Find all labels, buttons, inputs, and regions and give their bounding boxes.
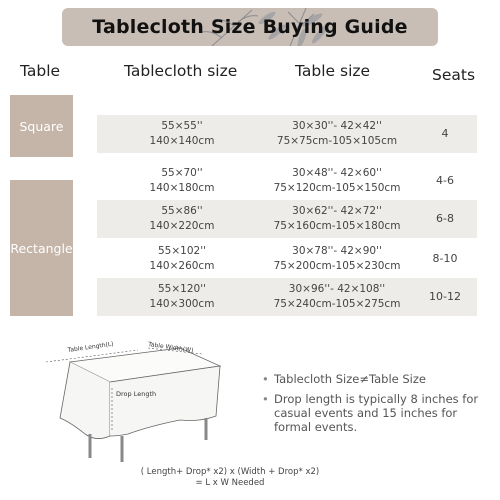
table-size-cm: 75×160cm-105×180cm — [273, 220, 401, 232]
tablecloth-size-cm: 140×260cm — [149, 260, 215, 272]
size-row — [97, 278, 477, 316]
seats-cell: 6-8 — [436, 212, 454, 225]
page-title: Tablecloth Size Buying Guide — [92, 16, 408, 38]
size-row — [97, 162, 477, 200]
size-formula — [130, 467, 330, 489]
table-length-label: Table Length(L) — [67, 340, 114, 354]
table-size-cell — [262, 166, 412, 196]
tablecloth-size-inches: 55×86'' — [161, 205, 203, 217]
tablecloth-size-cm: 140×140cm — [149, 135, 215, 147]
tablecloth-size-cell — [127, 166, 237, 196]
table-width-label: Table Width(W) — [147, 341, 194, 355]
tablecloth-size-inches: 55×102'' — [158, 245, 206, 257]
tablecloth-size-cm: 140×220cm — [149, 220, 215, 232]
tablecloth-size-cell — [127, 244, 237, 274]
table-size-cell — [262, 282, 412, 312]
formula-line-1: ( Length+ Drop* x2) x (Width + Drop* x2) — [140, 467, 320, 477]
seats-cell: 4-6 — [436, 174, 454, 187]
tablecloth-size-cell — [127, 282, 237, 312]
header-tablecloth-size: Tablecloth size — [124, 62, 238, 80]
table-size-cm: 75×75cm-105×105cm — [276, 135, 398, 147]
tablecloth-size-cell — [127, 204, 237, 234]
notes-list — [262, 372, 482, 440]
table-illustration — [60, 348, 220, 462]
table-size-cm: 75×200cm-105×230cm — [273, 260, 401, 272]
table-size-inches: 30×48''- 42×60'' — [292, 167, 382, 179]
table-size-cm: 75×240cm-105×275cm — [273, 298, 401, 310]
tablecloth-size-cell — [127, 119, 237, 149]
title-banner — [62, 8, 438, 46]
category-rectangle — [10, 180, 73, 316]
category-rectangle-label: Rectangle — [10, 240, 73, 256]
table-diagram — [30, 330, 230, 465]
tablecloth-size-inches: 55×70'' — [161, 167, 203, 179]
tablecloth-size-cm: 140×300cm — [149, 298, 215, 310]
header-table: Table — [20, 62, 61, 80]
size-row — [97, 115, 477, 153]
bullet-icon: • — [262, 392, 269, 406]
note-text: Tablecloth Size≠Table Size — [274, 372, 426, 386]
category-square-label: Square — [19, 118, 64, 134]
list-item — [262, 372, 482, 386]
list-item — [262, 392, 482, 434]
formula-line-2: = L x W Needed — [195, 478, 265, 488]
header-table-size: Table size — [295, 62, 371, 80]
size-row — [97, 240, 477, 278]
table-size-inches: 30×62''- 42×72'' — [292, 205, 382, 217]
note-text: Drop length is typically 8 inches for casual events and 15 inches for formal events. — [274, 392, 479, 434]
table-size-cm: 75×120cm-105×150cm — [273, 182, 401, 194]
table-size-inches: 30×96''- 42×108'' — [288, 283, 386, 295]
seats-cell: 4 — [441, 127, 449, 140]
table-size-cell — [262, 119, 412, 149]
category-square — [10, 95, 73, 157]
tablecloth-size-inches: 55×55'' — [161, 120, 203, 132]
table-size-cell — [262, 244, 412, 274]
seats-cell: 10-12 — [429, 290, 461, 303]
drop-length-label: Drop Length — [116, 390, 157, 398]
table-size-cell — [262, 204, 412, 234]
seats-cell: 8-10 — [432, 252, 458, 265]
bullet-icon: • — [262, 372, 269, 386]
tablecloth-size-cm: 140×180cm — [149, 182, 215, 194]
table-size-inches: 30×30''- 42×42'' — [292, 120, 382, 132]
table-size-inches: 30×78''- 42×90'' — [292, 245, 382, 257]
size-row — [97, 200, 477, 238]
tablecloth-size-inches: 55×120'' — [158, 283, 206, 295]
header-seats: Seats — [432, 66, 476, 84]
